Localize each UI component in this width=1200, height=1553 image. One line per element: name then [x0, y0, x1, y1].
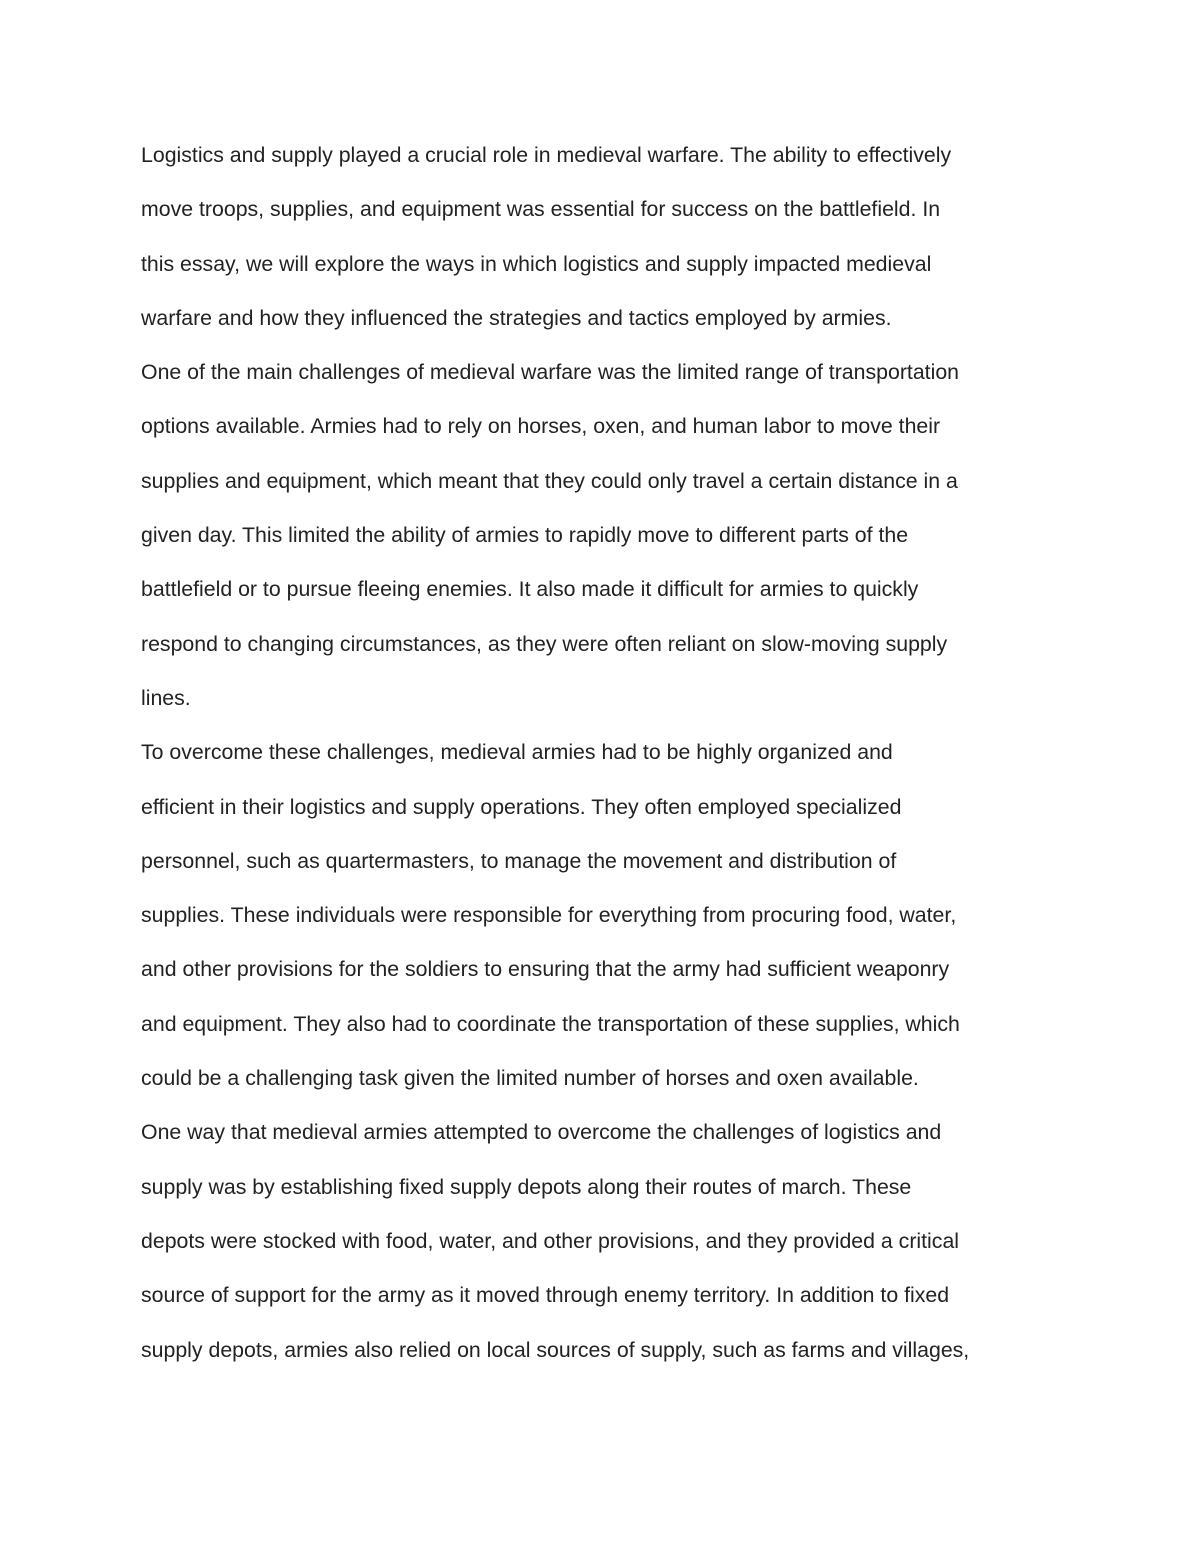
text-line: source of support for the army as it moved through enemy territory. In addition to fixed: [141, 1283, 950, 1308]
text-line: personnel, such as quartermasters, to manage the movement and distribution of: [141, 848, 897, 873]
text-line: supplies. These individuals were responsible for everything from procuring food, water,: [141, 903, 957, 928]
text-line: lines.: [141, 685, 191, 710]
text-line: supplies and equipment, which meant that they could only travel a certain distance in a: [141, 468, 958, 493]
text-line: battlefield or to pursue fleeing enemies. It also made it difficult for armies to quickly: [141, 577, 919, 602]
text-line: and equipment. They also had to coordinate the transportation of these supplies, which: [141, 1011, 960, 1036]
text-line: this essay, we will explore the ways in which logistics and supply impacted medieval: [141, 251, 932, 276]
text-line: Logistics and supply played a crucial role in medieval warfare. The ability to effectively: [141, 143, 952, 167]
text-line: and other provisions for the soldiers to ensuring that the army had sufficient weaponry: [141, 957, 950, 982]
text-line: respond to changing circumstances, as they were often reliant on slow-moving supply: [141, 631, 948, 656]
text-line: depots were stocked with food, water, and other provisions, and they provided a critical: [141, 1228, 960, 1253]
text-line: supply depots, armies also relied on local sources of supply, such as farms and villages,: [141, 1337, 970, 1362]
text-line: options available. Armies had to rely on horses, oxen, and human labor to move their: [141, 414, 941, 439]
essay-body: [141, 128, 1101, 1377]
text-line: could be a challenging task given the limited number of horses and oxen available.: [141, 1066, 919, 1091]
text-line: warfare and how they influenced the strategies and tactics employed by armies.: [141, 305, 892, 330]
text-line: To overcome these challenges, medieval armies had to be highly organized and: [141, 740, 893, 765]
text-line: supply was by establishing fixed supply depots along their routes of march. These: [141, 1174, 912, 1199]
text-line: efficient in their logistics and supply operations. They often employed specialized: [141, 794, 902, 819]
text-line: One way that medieval armies attempted to overcome the challenges of logistics and: [141, 1120, 942, 1145]
text-line: One of the main challenges of medieval warfare was the limited range of transportation: [141, 360, 960, 385]
text-line: move troops, supplies, and equipment was essential for success on the battlefield. In: [141, 197, 941, 222]
text-line: given day. This limited the ability of armies to rapidly move to different parts of the: [141, 523, 909, 548]
